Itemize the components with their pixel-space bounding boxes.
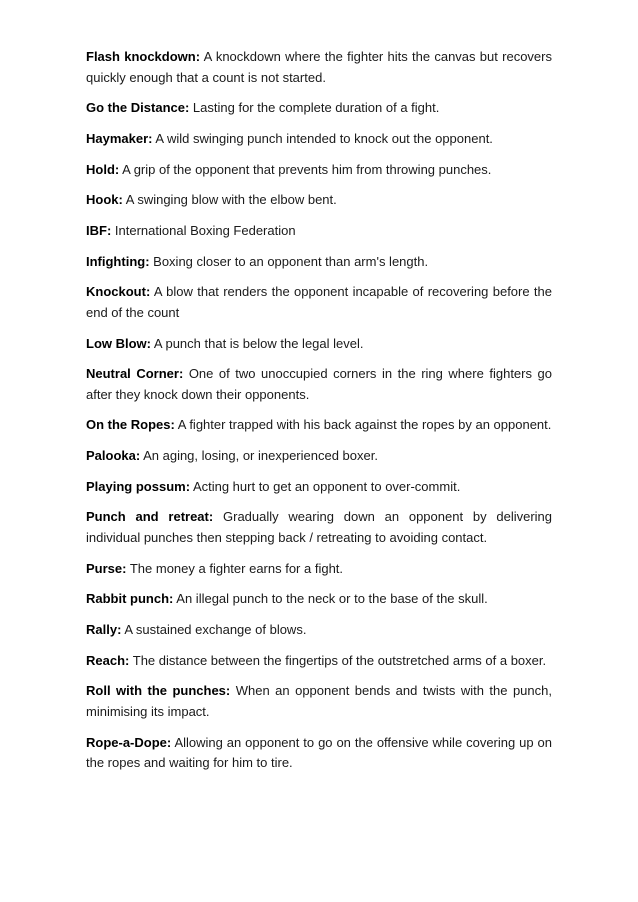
- glossary-entry: [86, 334, 552, 355]
- glossary-term: Low Blow:: [86, 335, 151, 351]
- glossary-entry: [86, 282, 552, 323]
- glossary-definition: A punch that is below the legal level.: [153, 335, 364, 351]
- glossary-definition: When an opponent bends and twists with the punch, minimising its impact.: [86, 683, 552, 719]
- glossary-definition: A blow that renders the opponent incapable of recovering before the end of the count: [86, 284, 552, 320]
- glossary-term: Playing possum:: [86, 478, 191, 494]
- glossary-entry: [86, 446, 552, 467]
- glossary-term: Rally:: [86, 622, 122, 637]
- glossary-term: IBF:: [86, 222, 112, 238]
- glossary-entry: [86, 364, 552, 405]
- glossary-definition: Allowing an opponent to go on the offensive while covering up on the ropes and waiting for him to tire.: [86, 734, 552, 771]
- glossary-term: Flash knockdown:: [86, 49, 201, 64]
- glossary-definition: The money a fighter earns for a fight.: [129, 560, 344, 576]
- glossary-term: Neutral Corner:: [86, 366, 184, 382]
- glossary-term: Infighting:: [86, 253, 150, 269]
- glossary-entry: [86, 415, 552, 436]
- glossary-term: Hold:: [86, 161, 120, 177]
- glossary-term: Reach:: [86, 652, 130, 668]
- glossary-definition: A fighter trapped with his back against the ropes by an opponent.: [177, 417, 552, 433]
- glossary-entry: [86, 620, 552, 641]
- glossary-definition: A swinging blow with the elbow bent.: [125, 192, 337, 208]
- glossary-entry: [86, 190, 552, 211]
- glossary-definition: A wild swinging punch intended to knock out the opponent.: [155, 130, 493, 146]
- glossary-term: Palooka:: [86, 448, 141, 464]
- glossary-definition: Acting hurt to get an opponent to over-commit.: [192, 478, 461, 494]
- glossary-term: Purse:: [86, 560, 127, 576]
- glossary-definition: A grip of the opponent that prevents him from throwing punches.: [122, 161, 492, 177]
- glossary-definition: A knockdown where the fighter hits the canvas but recovers quickly enough that a count is not started.: [86, 49, 552, 85]
- glossary-term: Go the Distance:: [86, 100, 190, 116]
- glossary-entry: [86, 98, 552, 119]
- glossary-entry: [86, 681, 552, 722]
- glossary-term: On the Ropes:: [86, 417, 175, 433]
- glossary-entry: [86, 160, 552, 181]
- glossary-definition: An aging, losing, or inexperienced boxer.: [143, 448, 378, 464]
- glossary-list: [86, 47, 552, 784]
- glossary-term: Haymaker:: [86, 130, 153, 146]
- glossary-term: Rabbit punch:: [86, 591, 174, 607]
- glossary-entry: [86, 47, 552, 88]
- glossary-entry: [86, 252, 552, 273]
- glossary-definition: Boxing closer to an opponent than arm's length.: [153, 253, 429, 269]
- glossary-definition: Lasting for the complete duration of a fight.: [192, 100, 440, 116]
- glossary-entry: [86, 221, 552, 242]
- glossary-term: Punch and retreat:: [86, 509, 214, 525]
- glossary-definition: An illegal punch to the neck or to the base of the skull.: [176, 591, 488, 607]
- glossary-definition: Gradually wearing down an opponent by delivering individual punches then stepping back / retreating to avoiding contact.: [86, 509, 552, 545]
- glossary-term: Rope-a-Dope:: [86, 734, 172, 750]
- glossary-definition: International Boxing Federation: [114, 222, 296, 238]
- glossary-entry: [86, 129, 552, 150]
- glossary-term: Hook:: [86, 192, 123, 208]
- glossary-entry: [86, 589, 552, 610]
- glossary-entry: [86, 559, 552, 580]
- glossary-entry: [86, 477, 552, 498]
- glossary-term: Roll with the punches:: [86, 683, 231, 699]
- glossary-entry: [86, 507, 552, 548]
- glossary-entry: [86, 733, 552, 774]
- glossary-entry: [86, 651, 552, 672]
- glossary-definition: The distance between the fingertips of the outstretched arms of a boxer.: [132, 652, 547, 668]
- glossary-definition: A sustained exchange of blows.: [124, 622, 307, 637]
- glossary-definition: One of two unoccupied corners in the ring where fighters go after they knock down their opponents.: [86, 366, 552, 402]
- glossary-term: Knockout:: [86, 284, 151, 300]
